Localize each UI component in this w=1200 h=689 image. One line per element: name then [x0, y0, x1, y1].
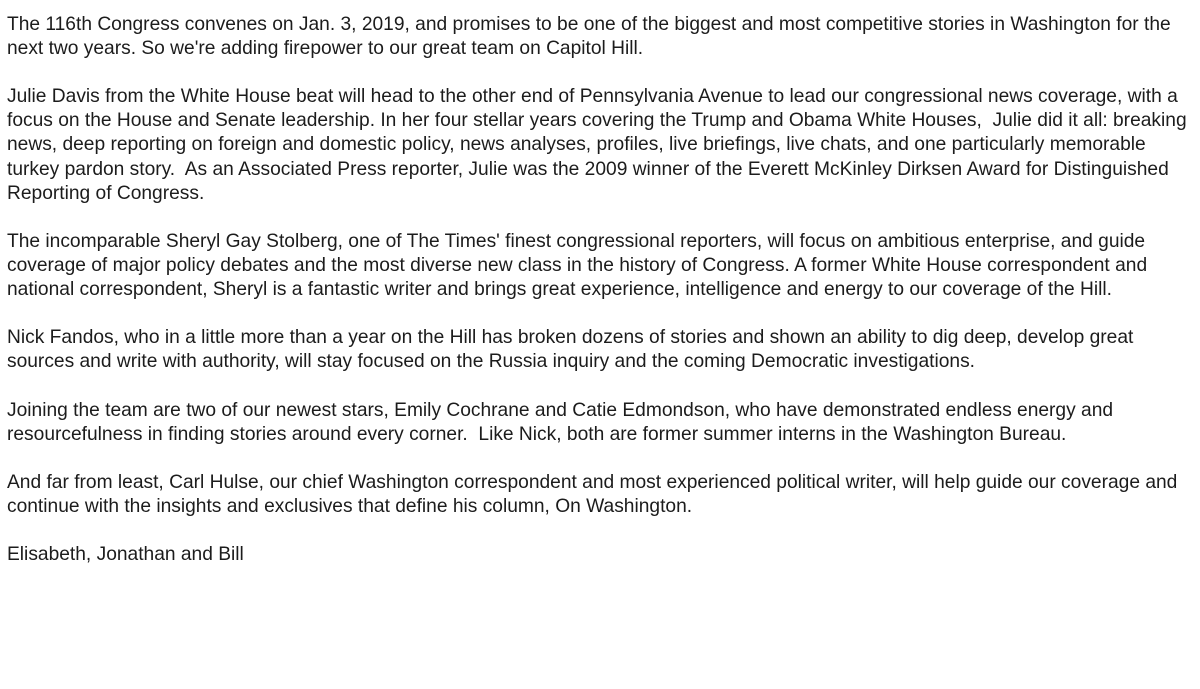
signature: Elisabeth, Jonathan and Bill	[7, 544, 244, 566]
paragraph-nick-fandos: Nick Fandos, who in a little more than a year on the Hill has broken dozens of stories and shown an ability to dig deep, develop great sources and write with authority, will stay focused on the Russia inquiry and the coming Democratic investigations.	[7, 327, 1139, 373]
paragraph-sheryl-stolberg: The incomparable Sheryl Gay Stolberg, one of The Times' finest congressional reporters, will focus on ambitious enterprise, and guide coverage of major policy debates and the most diverse new class in the history of Congress. A former White House correspondent and national correspondent, Sheryl is a fantastic writer and brings great experience, intelligence and energy to our coverage of the Hill.	[7, 230, 1153, 301]
paragraph-julie-davis: Julie Davis from the White House beat will head to the other end of Pennsylvania Avenue to lead our congressional news coverage, with a focus on the House and Senate leadership. In her four stellar years covering the Trump and Obama White Houses, Julie did it all: breaking news, deep reporting on foreign and domestic policy, news analyses, profiles, live briefings, live chats, and one particularly memorable turkey pardon story. As an Associated Press reporter, Julie was the 2009 winner of the Everett McKinley Dirksen Award for Distinguished Reporting of Congress.	[7, 86, 1192, 204]
paragraph-carl-hulse: And far from least, Carl Hulse, our chief Washington correspondent and most experienced political writer, will help guide our coverage and continue with the insights and exclusives that define his column, On Washington.	[7, 471, 1183, 517]
paragraph-new-stars: Joining the team are two of our newest stars, Emily Cochrane and Catie Edmondson, who have demonstrated endless energy and resourcefulness in finding stories around every corner. Like Nick, both are former summer interns in the Washington Bureau.	[7, 399, 1119, 445]
memo-body	[7, 13, 1195, 567]
paragraph-congress-intro: The 116th Congress convenes on Jan. 3, 2019, and promises to be one of the biggest and most competitive stories in Washington for the next two years. So we're adding firepower to our great team on Capitol Hill.	[7, 14, 1177, 60]
